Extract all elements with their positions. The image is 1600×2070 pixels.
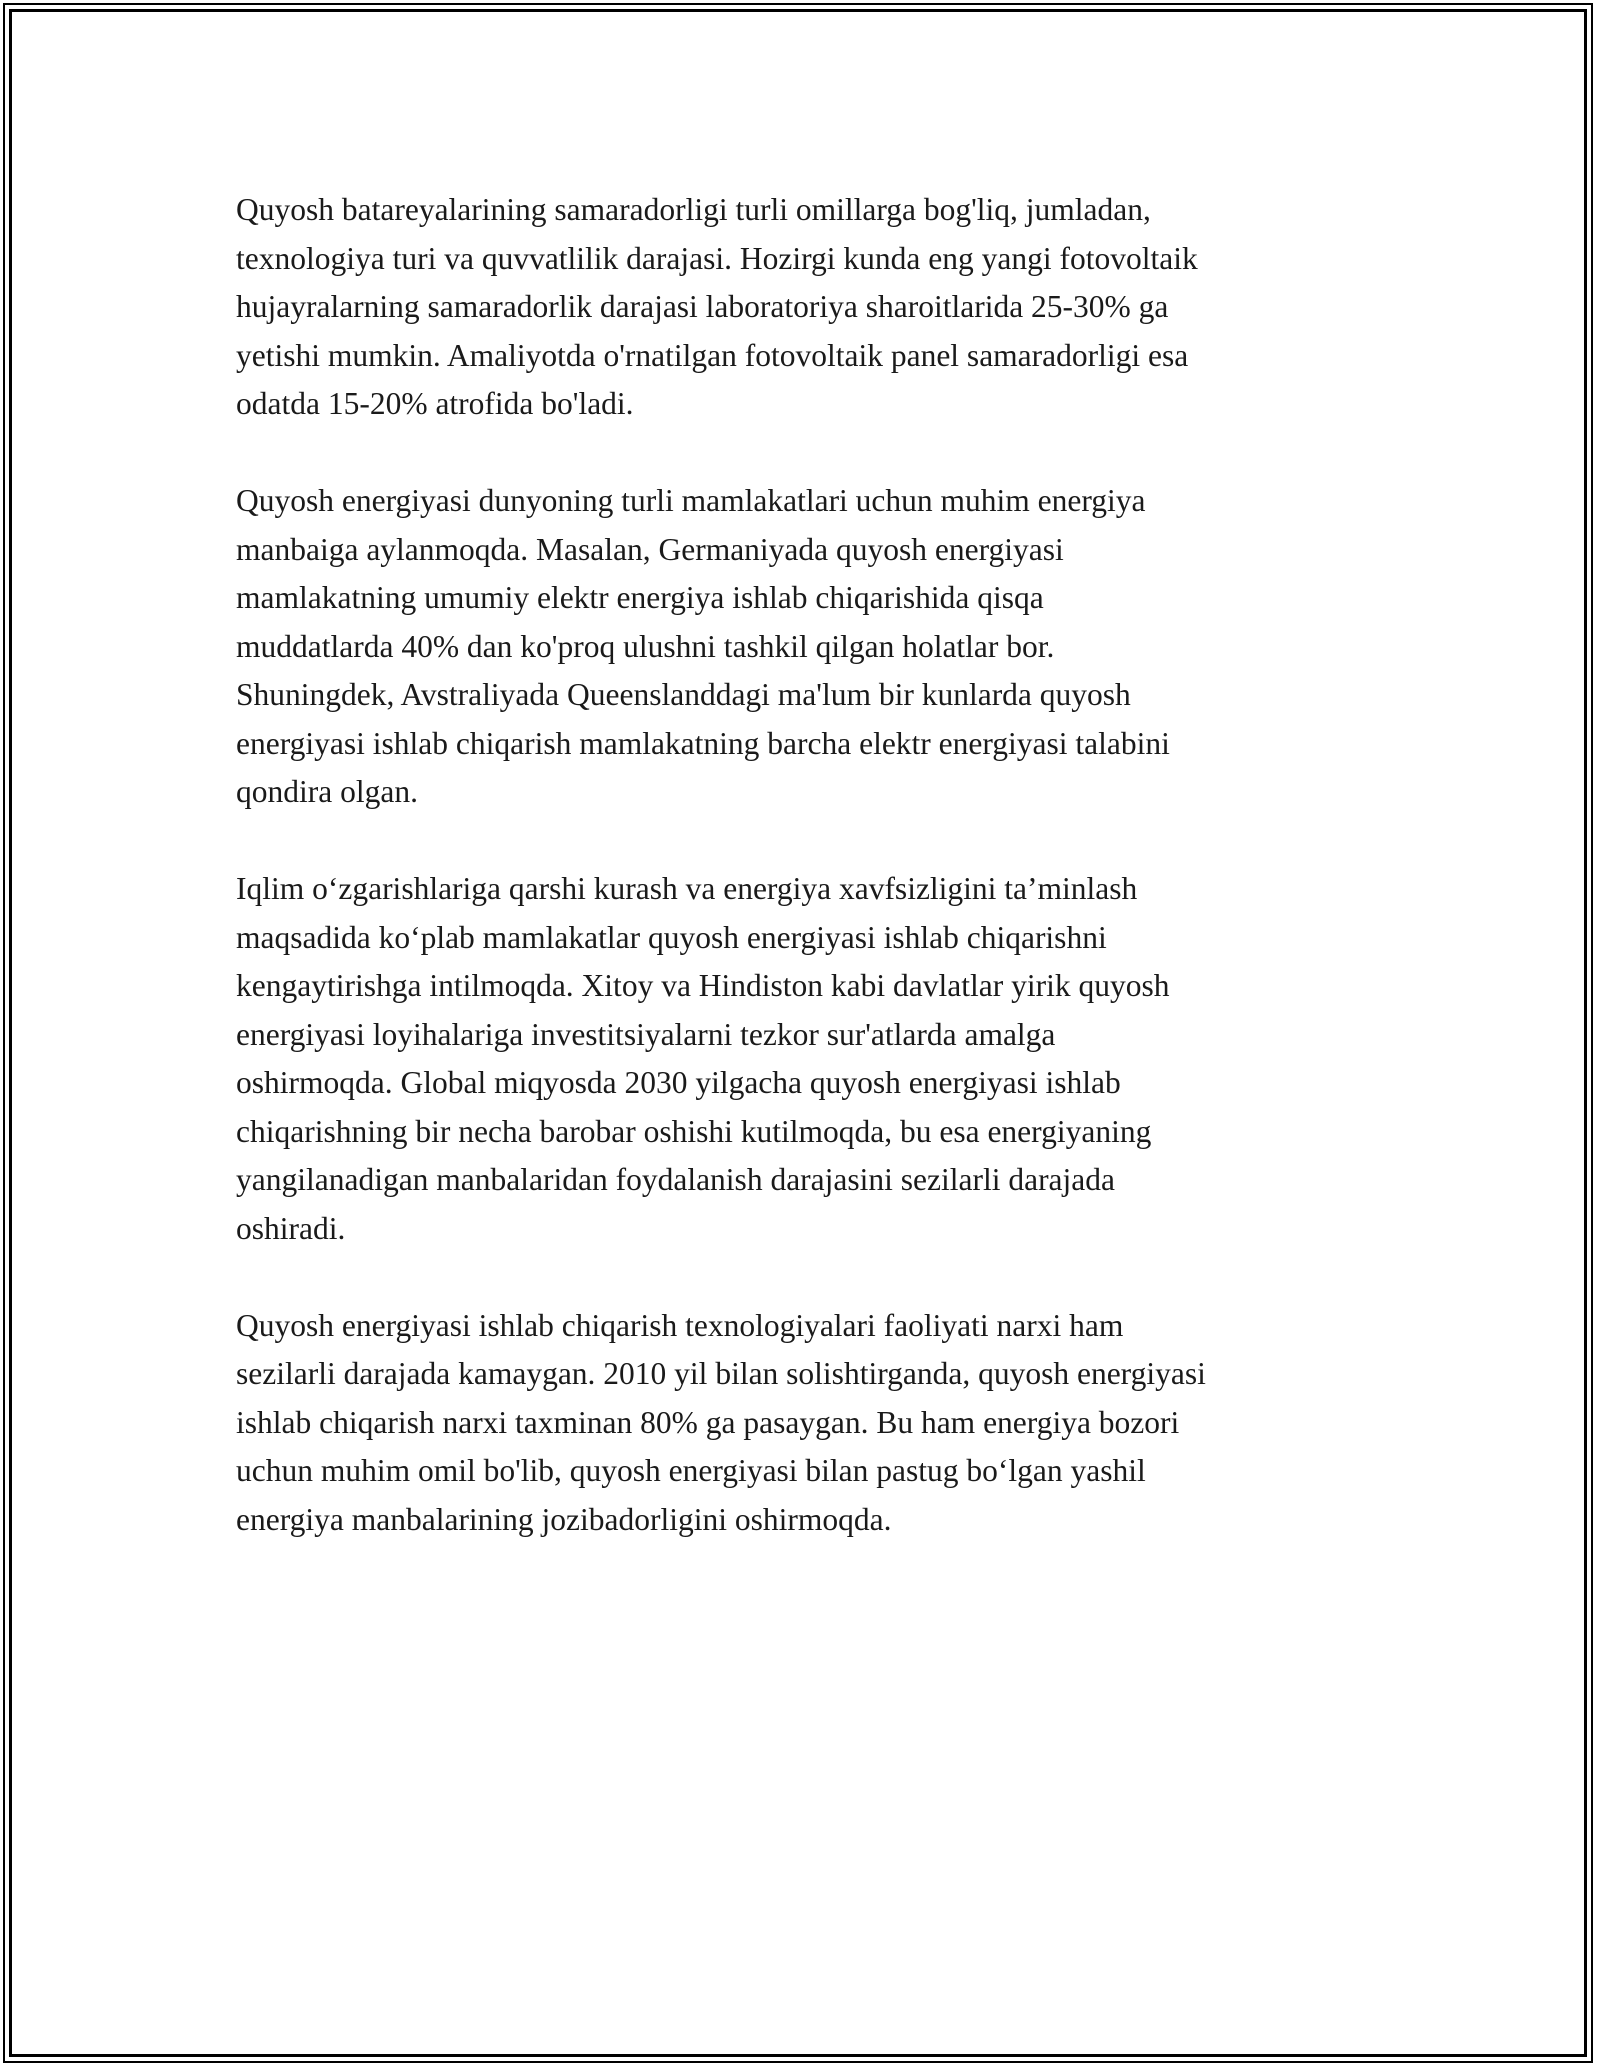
paragraph-global-adoption: Quyosh energiyasi dunyoning turli mamlakatlari uchun muhim energiya manbaiga aylanmoqda. Masalan, Germaniyada quyosh energiyasi mamlakatning umumiy elektr energiya ishlab chiqarishida qisqa muddatlarda 40% dan ko'proq ulushni tashkil qilgan holatlar bor. Shuningdek, Avstraliyada Queenslanddagi ma'lum bir kunlarda quyosh energiyasi ishlab chiqarish mamlakatning barcha elektr energiyasi talabini qondira olgan. xyxy=(236,483,1170,809)
document-body xyxy=(236,186,1386,1593)
paragraph-cost-decline: Quyosh energiyasi ishlab chiqarish texnologiyalari faoliyati narxi ham sezilarli darajada kamaygan. 2010 yil bilan solishtirganda, quyosh energiyasi ishlab chiqarish narxi taxminan 80% ga pasaygan. Bu ham energiya bozori uchun muhim omil bo'lib, quyosh energiyasi bilan pastug bo‘lgan yashil energiya manbalarining jozibadorligini oshirmoqda. xyxy=(236,1307,1206,1537)
paragraph-climate-security: Iqlim o‘zgarishlariga qarshi kurash va energiya xavfsizligini ta’minlash maqsadida ko‘plab mamlakatlar quyosh energiyasi ishlab chiqarishni kengaytirishga intilmoqda. Xitoy va Hindiston kabi davlatlar yirik quyosh energiyasi loyihalariga investitsiyalarni tezkor sur'atlarda amalga oshirmoqda. Global miqyosda 2030 yilgacha quyosh energiyasi ishlab chiqarishning bir necha barobar oshishi kutilmoqda, bu esa energiyaning yangilanadigan manbalaridan foydalanish darajasini sezilarli darajada oshiradi. xyxy=(236,871,1170,1246)
paragraph-efficiency: Quyosh batareyalarining samaradorligi turli omillarga bog'liq, jumladan, texnologiya turi va quvvatlilik darajasi. Hozirgi kunda eng yangi fotovoltaik hujayralarning samaradorlik darajasi laboratoriya sharoitlarida 25-30% ga yetishi mumkin. Amaliyotda o'rnatilgan fotovoltaik panel samaradorligi esa odatda 15-20% atrofida bo'ladi. xyxy=(236,192,1198,421)
